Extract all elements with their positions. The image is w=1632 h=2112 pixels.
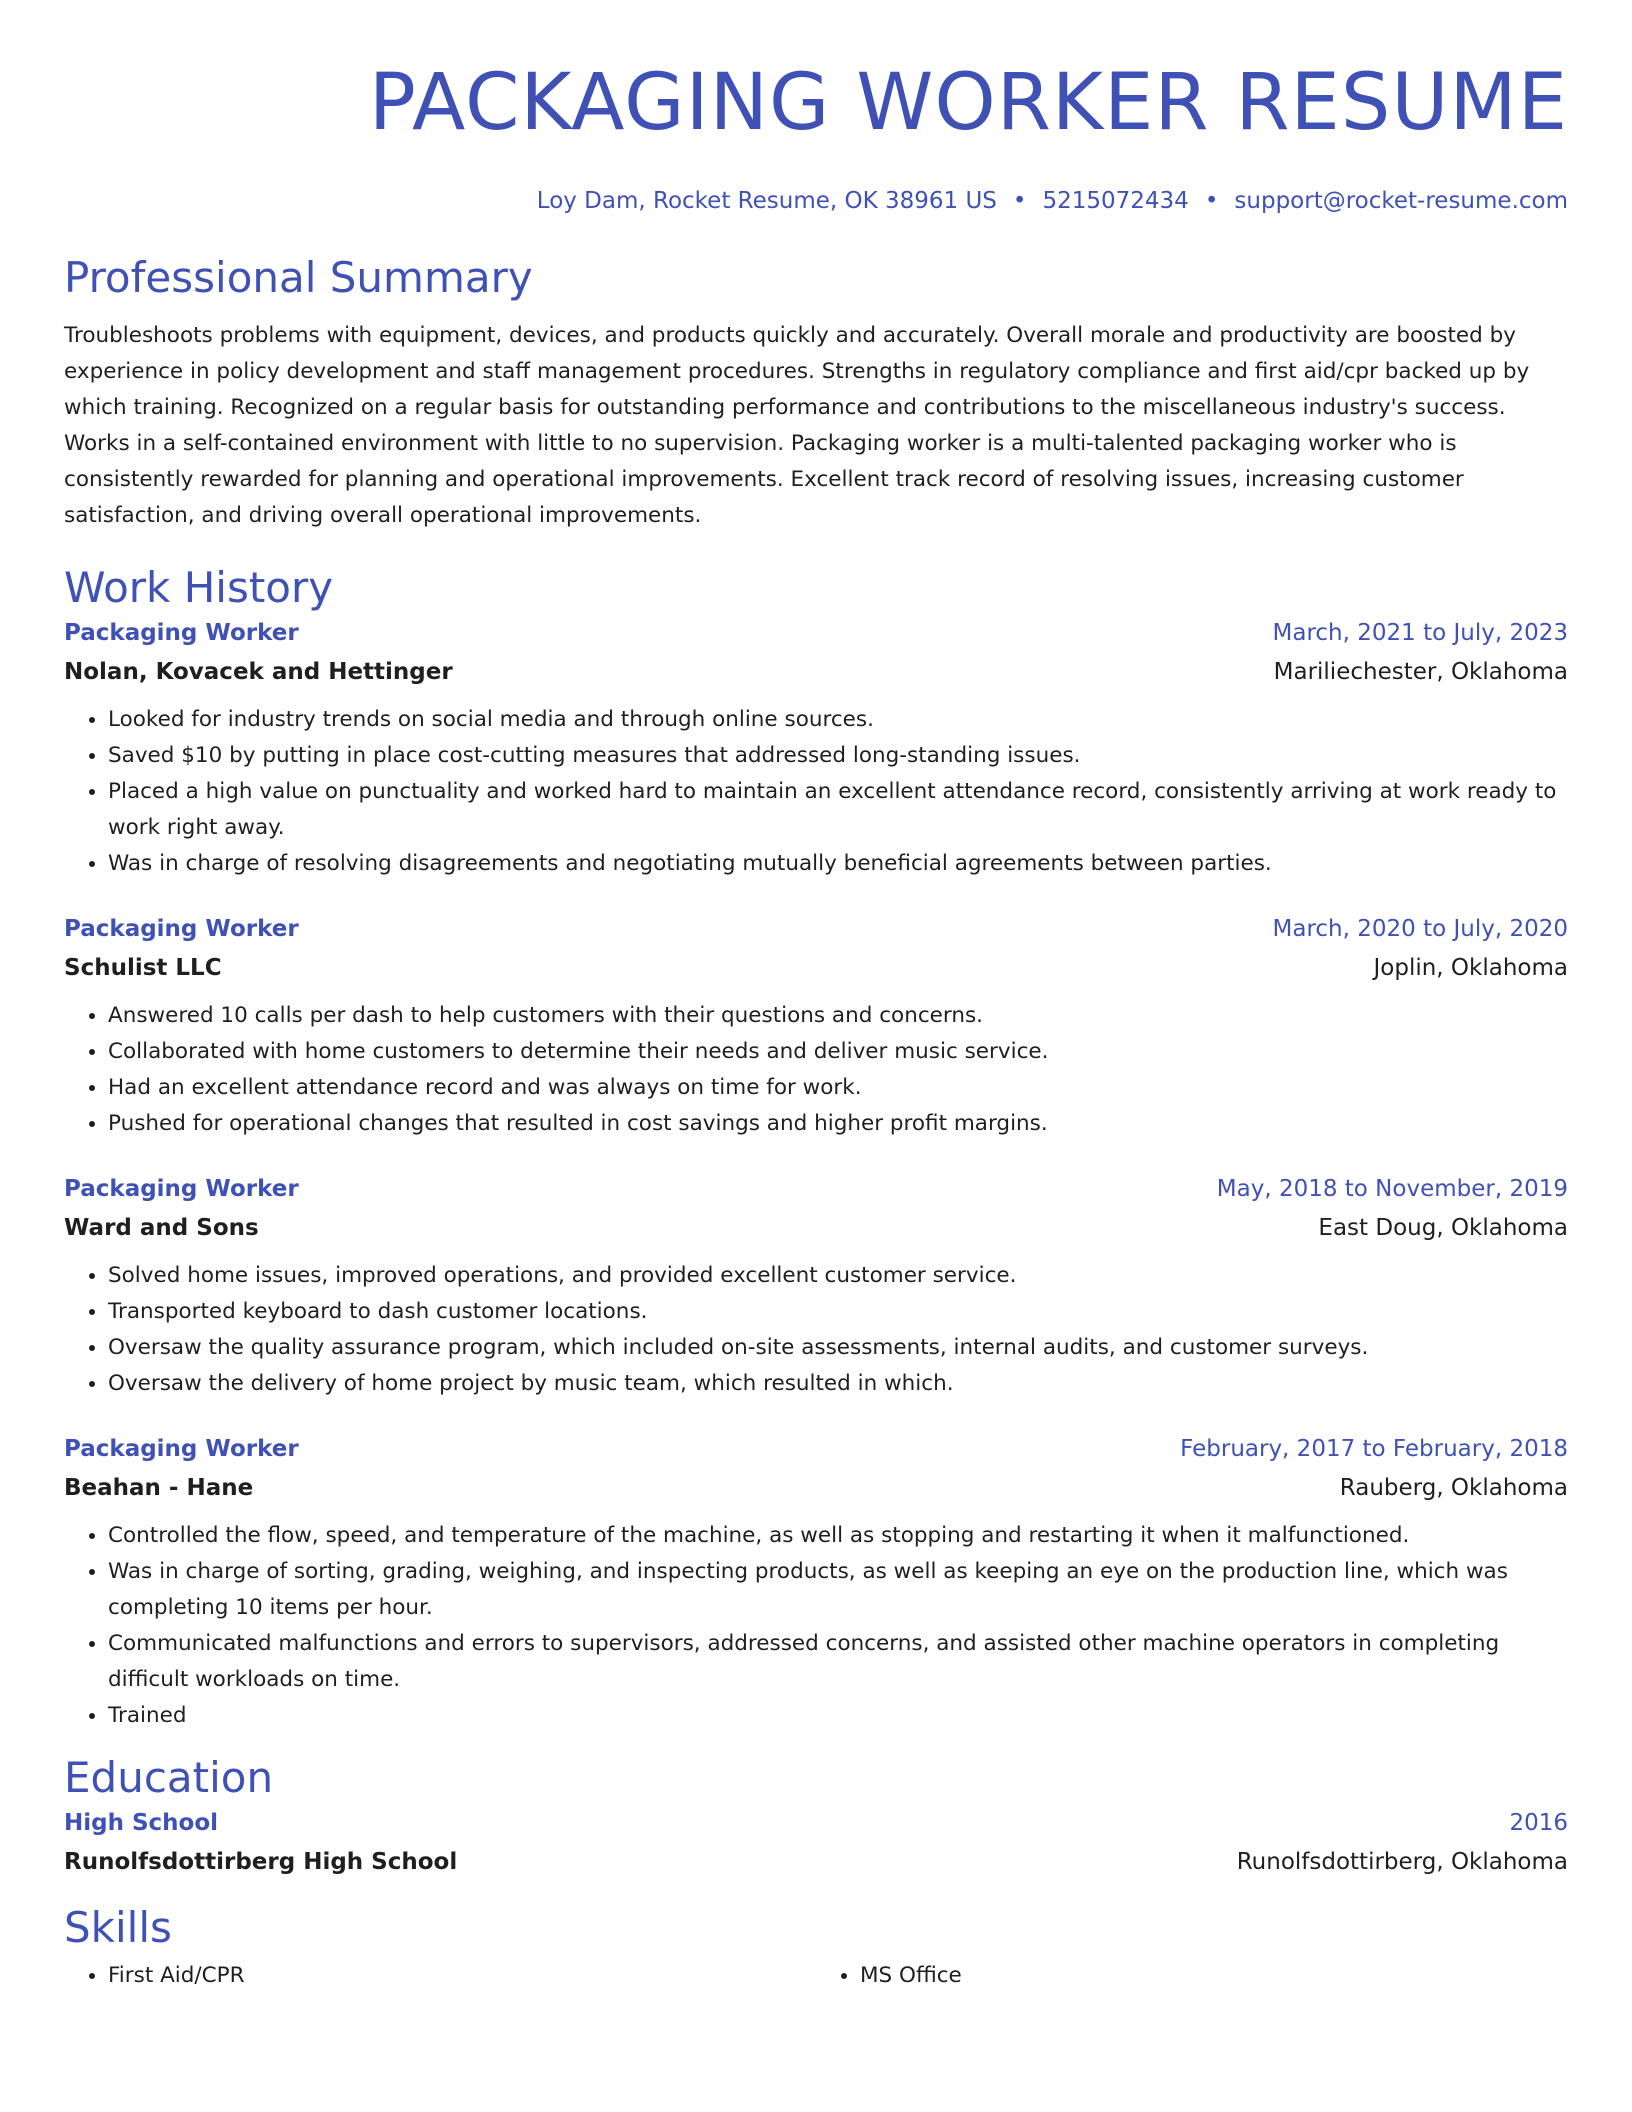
contact-address: Loy Dam, Rocket Resume, OK 38961 US bbox=[536, 188, 997, 214]
contact-email: support@rocket-resume.com bbox=[1234, 188, 1568, 214]
job-bullet: • Was in charge of resolving disagreements and negotiating mutually beneficial agreements between parties. bbox=[108, 846, 1568, 882]
job-bullet: • Transported keyboard to dash customer locations. bbox=[108, 1294, 1568, 1330]
resume-title: PACKAGING WORKER RESUME bbox=[368, 58, 1568, 148]
skills-column-left bbox=[64, 1958, 816, 1994]
summary-heading: Professional Summary bbox=[64, 253, 533, 302]
job-bullets bbox=[64, 1518, 1568, 1734]
job-entry bbox=[64, 1170, 1568, 1402]
job-role: Packaging Worker bbox=[64, 1436, 299, 1462]
education-year: 2016 bbox=[1509, 1810, 1568, 1836]
job-entry bbox=[64, 614, 1568, 882]
contact-separator: • bbox=[1012, 188, 1027, 214]
contact-separator: • bbox=[1204, 188, 1219, 214]
job-entry bbox=[64, 910, 1568, 1142]
job-bullet: • Oversaw the quality assurance program, which included on-site assessments, internal audits, and customer surveys. bbox=[108, 1330, 1568, 1366]
job-entry bbox=[64, 1430, 1568, 1734]
summary-text: Troubleshoots problems with equipment, devices, and products quickly and accurately. Overall morale and productivity are boosted by experience in policy development and staff management procedures. Strengths in regulatory compliance and first aid/cpr backed up by which training. Recognized on a regular basis for outstanding performance and contributions to the miscellaneous industry's success. Works in a self-contained environment with little to no supervision. Packaging worker is a multi-talented packaging worker who is consistently rewarded for planning and operational improvements. Excellent track record of resolving issues, increasing customer satisfaction, and driving overall operational improvements. bbox=[64, 323, 1530, 528]
job-location: Rauberg, Oklahoma bbox=[1339, 1475, 1568, 1501]
job-bullets bbox=[64, 998, 1568, 1142]
job-bullet: • Controlled the flow, speed, and temperature of the machine, as well as stopping and restarting it when it malfunctioned. bbox=[108, 1518, 1568, 1554]
resume-page bbox=[64, 0, 1568, 1994]
job-role: Packaging Worker bbox=[64, 620, 299, 646]
job-bullets bbox=[64, 1258, 1568, 1402]
education-entry bbox=[64, 1804, 1568, 1882]
job-role: Packaging Worker bbox=[64, 1176, 299, 1202]
work-history-heading: Work History bbox=[64, 563, 334, 612]
job-bullet: • Answered 10 calls per dash to help customers with their questions and concerns. bbox=[108, 998, 1568, 1034]
contact-phone: 5215072434 bbox=[1042, 188, 1189, 214]
contact-line bbox=[64, 186, 1568, 216]
job-bullet: • Oversaw the delivery of home project by music team, which resulted in which. bbox=[108, 1366, 1568, 1402]
job-bullet: • Solved home issues, improved operations, and provided excellent customer service. bbox=[108, 1258, 1568, 1294]
job-dates: May, 2018 to November, 2019 bbox=[1216, 1176, 1568, 1202]
job-location: Mariliechester, Oklahoma bbox=[1273, 659, 1568, 685]
education-school: Runolfsdottirberg High School bbox=[64, 1849, 458, 1875]
job-location: East Doug, Oklahoma bbox=[1318, 1215, 1568, 1241]
job-company: Nolan, Kovacek and Hettinger bbox=[64, 659, 453, 685]
job-dates: March, 2021 to July, 2023 bbox=[1272, 620, 1568, 646]
skill-item: • MS Office bbox=[860, 1958, 1568, 1994]
job-bullets bbox=[64, 702, 1568, 882]
job-bullet: • Saved $10 by putting in place cost-cutting measures that addressed long-standing issues. bbox=[108, 738, 1568, 774]
skills-column-right bbox=[816, 1958, 1568, 1994]
job-bullet: • Trained bbox=[108, 1698, 1568, 1734]
job-company: Beahan - Hane bbox=[64, 1475, 254, 1501]
job-company: Ward and Sons bbox=[64, 1215, 259, 1241]
job-role: Packaging Worker bbox=[64, 916, 299, 942]
job-bullet: • Communicated malfunctions and errors to supervisors, addressed concerns, and assisted other machine operators in completing difficult workloads on time. bbox=[108, 1626, 1568, 1698]
skills-heading: Skills bbox=[64, 1903, 172, 1952]
job-bullet: • Pushed for operational changes that resulted in cost savings and higher profit margins. bbox=[108, 1106, 1568, 1142]
job-bullet: • Looked for industry trends on social media and through online sources. bbox=[108, 702, 1568, 738]
job-bullet: • Placed a high value on punctuality and worked hard to maintain an excellent attendance record, consistently arriving at work ready to work right away. bbox=[108, 774, 1568, 846]
work-history-list bbox=[64, 614, 1568, 1734]
job-bullet: • Had an excellent attendance record and was always on time for work. bbox=[108, 1070, 1568, 1106]
skills-list bbox=[64, 1958, 1568, 1994]
education-degree: High School bbox=[64, 1810, 219, 1836]
job-dates: March, 2020 to July, 2020 bbox=[1272, 916, 1568, 942]
job-bullet: • Was in charge of sorting, grading, weighing, and inspecting products, as well as keeping an eye on the production line, which was completing 10 items per hour. bbox=[108, 1554, 1568, 1626]
job-location: Joplin, Oklahoma bbox=[1373, 955, 1568, 981]
job-bullet: • Collaborated with home customers to determine their needs and deliver music service. bbox=[108, 1034, 1568, 1070]
job-dates: February, 2017 to February, 2018 bbox=[1180, 1436, 1568, 1462]
education-heading: Education bbox=[64, 1753, 274, 1802]
education-location: Runolfsdottirberg, Oklahoma bbox=[1236, 1849, 1568, 1875]
job-company: Schulist LLC bbox=[64, 955, 222, 981]
skill-item: • First Aid/CPR bbox=[108, 1958, 816, 1994]
